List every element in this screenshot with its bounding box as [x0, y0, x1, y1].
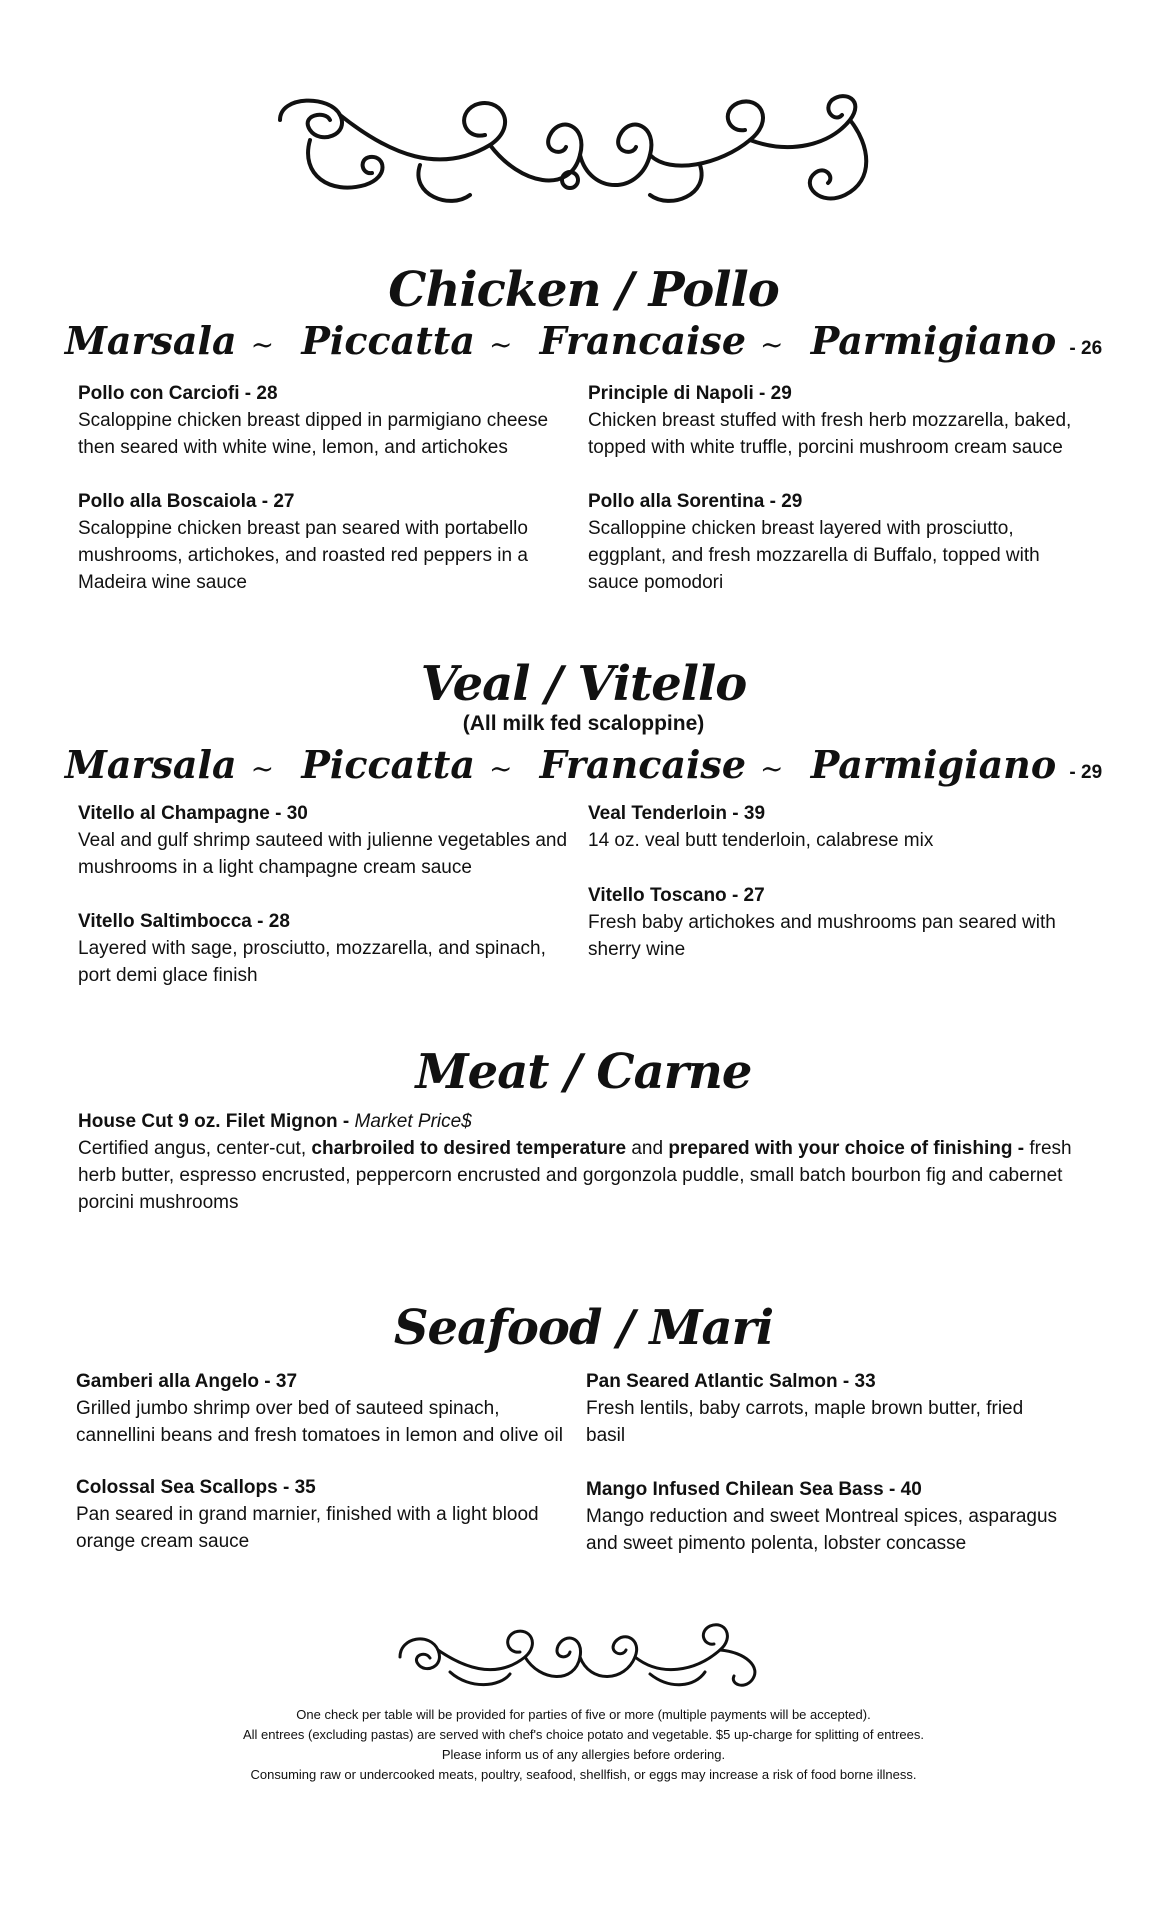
style-marsala: Marsala	[64, 318, 237, 363]
item-desc: Scalloppine chicken breast layered with prosciutto, eggplant, and fresh mozzarella di Buffalo, topped with sauce pomodori	[588, 518, 1040, 593]
menu-item	[78, 488, 568, 596]
item-desc: Fresh baby artichokes and mushrooms pan seared with sherry wine	[588, 912, 1056, 960]
style-marsala: Marsala	[64, 742, 237, 787]
flourish-ornament-top	[270, 85, 890, 215]
veal-styles: Marsala ~ Piccatta ~ Francaise ~ Parmigiano - 29	[64, 742, 1103, 787]
footer-line: Consuming raw or undercooked meats, poultry, seafood, shellfish, or eggs may increase a risk of food borne illness.	[250, 1767, 917, 1782]
veal-subtitle: (All milk fed scaloppine)	[462, 712, 705, 735]
menu-item	[586, 1476, 1086, 1557]
menu-item	[588, 488, 1088, 596]
flourish-ornament-bottom	[390, 1612, 770, 1692]
style-parmigiano: Parmigiano	[810, 742, 1057, 787]
item-desc: 14 oz. veal butt tenderloin, calabrese mix	[588, 830, 934, 851]
item-name: Principle di Napoli - 29	[588, 383, 792, 404]
menu-item	[76, 1368, 576, 1449]
item-desc: Fresh lentils, baby carrots, maple brown butter, fried basil	[586, 1398, 1024, 1446]
veal-heading: Veal / Vitello	[420, 656, 747, 712]
item-desc: Mango reduction and sweet Montreal spices, asparagus and sweet pimento polenta, lobster concasse	[586, 1506, 1058, 1554]
item-desc: Veal and gulf shrimp sauteed with julienne vegetables and mushrooms in a light champagne cream sauce	[78, 830, 568, 878]
menu-item	[588, 882, 1088, 963]
styles-price: - 26	[1069, 338, 1103, 359]
item-price: Market Price$	[354, 1111, 472, 1132]
item-name: Mango Infused Chilean Sea Bass - 40	[586, 1479, 922, 1500]
meat-heading: Meat / Carne	[415, 1044, 752, 1100]
item-name: Colossal Sea Scallops - 35	[76, 1477, 316, 1498]
menu-item	[76, 1474, 566, 1555]
menu-item	[78, 800, 578, 881]
item-name: Veal Tenderloin - 39	[588, 803, 766, 824]
footer-line: Please inform us of any allergies before ordering.	[441, 1747, 726, 1762]
item-name: Pollo alla Boscaiola - 27	[78, 491, 295, 512]
menu-item	[78, 908, 568, 989]
style-parmigiano: Parmigiano	[810, 318, 1057, 363]
item-desc: Scaloppine chicken breast pan seared with portabello mushrooms, artichokes, and roasted red peppers in a Madeira wine sauce	[78, 518, 528, 593]
menu-item	[588, 380, 1088, 461]
style-francaise: Francaise	[539, 318, 747, 363]
styles-price: - 29	[1069, 762, 1103, 783]
item-name: Pollo con Carciofi - 28	[78, 383, 278, 404]
menu-item	[78, 1108, 1088, 1216]
item-desc: Chicken breast stuffed with fresh herb mozzarella, baked, topped with white truffle, porcini mushroom cream sauce	[588, 410, 1072, 458]
item-desc: Certified angus, center-cut, charbroiled to desired temperature and prepared with your choice of finishing - fresh herb butter, espresso encrusted, peppercorn encrusted and gorgonzola puddle, small batch bourbon fig and cabernet porcini mushrooms	[78, 1138, 1072, 1213]
item-desc: Grilled jumbo shrimp over bed of sauteed spinach, cannellini beans and fresh tomatoes in lemon and olive oil	[76, 1398, 563, 1446]
menu-item	[78, 380, 568, 461]
item-desc: Scaloppine chicken breast dipped in parmigiano cheese then seared with white wine, lemon, and artichokes	[78, 410, 549, 458]
style-piccatta: Piccatta	[301, 742, 475, 787]
footer-line: All entrees (excluding pastas) are served with chef's choice potato and vegetable. $5 up-charge for splitting of entrees.	[242, 1727, 925, 1742]
item-name: Vitello al Champagne - 30	[78, 803, 308, 824]
footer-line: One check per table will be provided for parties of five or more (multiple payments will be accepted).	[296, 1707, 871, 1722]
chicken-styles: Marsala ~ Piccatta ~ Francaise ~ Parmigiano - 26	[64, 318, 1103, 363]
seafood-heading: Seafood / Mari	[393, 1300, 774, 1356]
item-desc: Layered with sage, prosciutto, mozzarella, and spinach, port demi glace finish	[78, 938, 546, 986]
menu-item	[588, 800, 1088, 854]
item-name: Pan Seared Atlantic Salmon - 33	[586, 1371, 876, 1392]
item-name: Gamberi alla Angelo - 37	[76, 1371, 298, 1392]
style-francaise: Francaise	[539, 742, 747, 787]
chicken-heading: Chicken / Pollo	[388, 262, 779, 318]
menu-item	[586, 1368, 1066, 1449]
footer-notes	[0, 1705, 1167, 1785]
item-desc: Pan seared in grand marnier, finished with a light blood orange cream sauce	[76, 1504, 539, 1552]
item-name: Vitello Saltimbocca - 28	[78, 911, 290, 932]
item-name: Pollo alla Sorentina - 29	[588, 491, 803, 512]
item-name: House Cut 9 oz. Filet Mignon -	[78, 1111, 355, 1132]
style-piccatta: Piccatta	[301, 318, 475, 363]
item-name: Vitello Toscano - 27	[588, 885, 765, 906]
